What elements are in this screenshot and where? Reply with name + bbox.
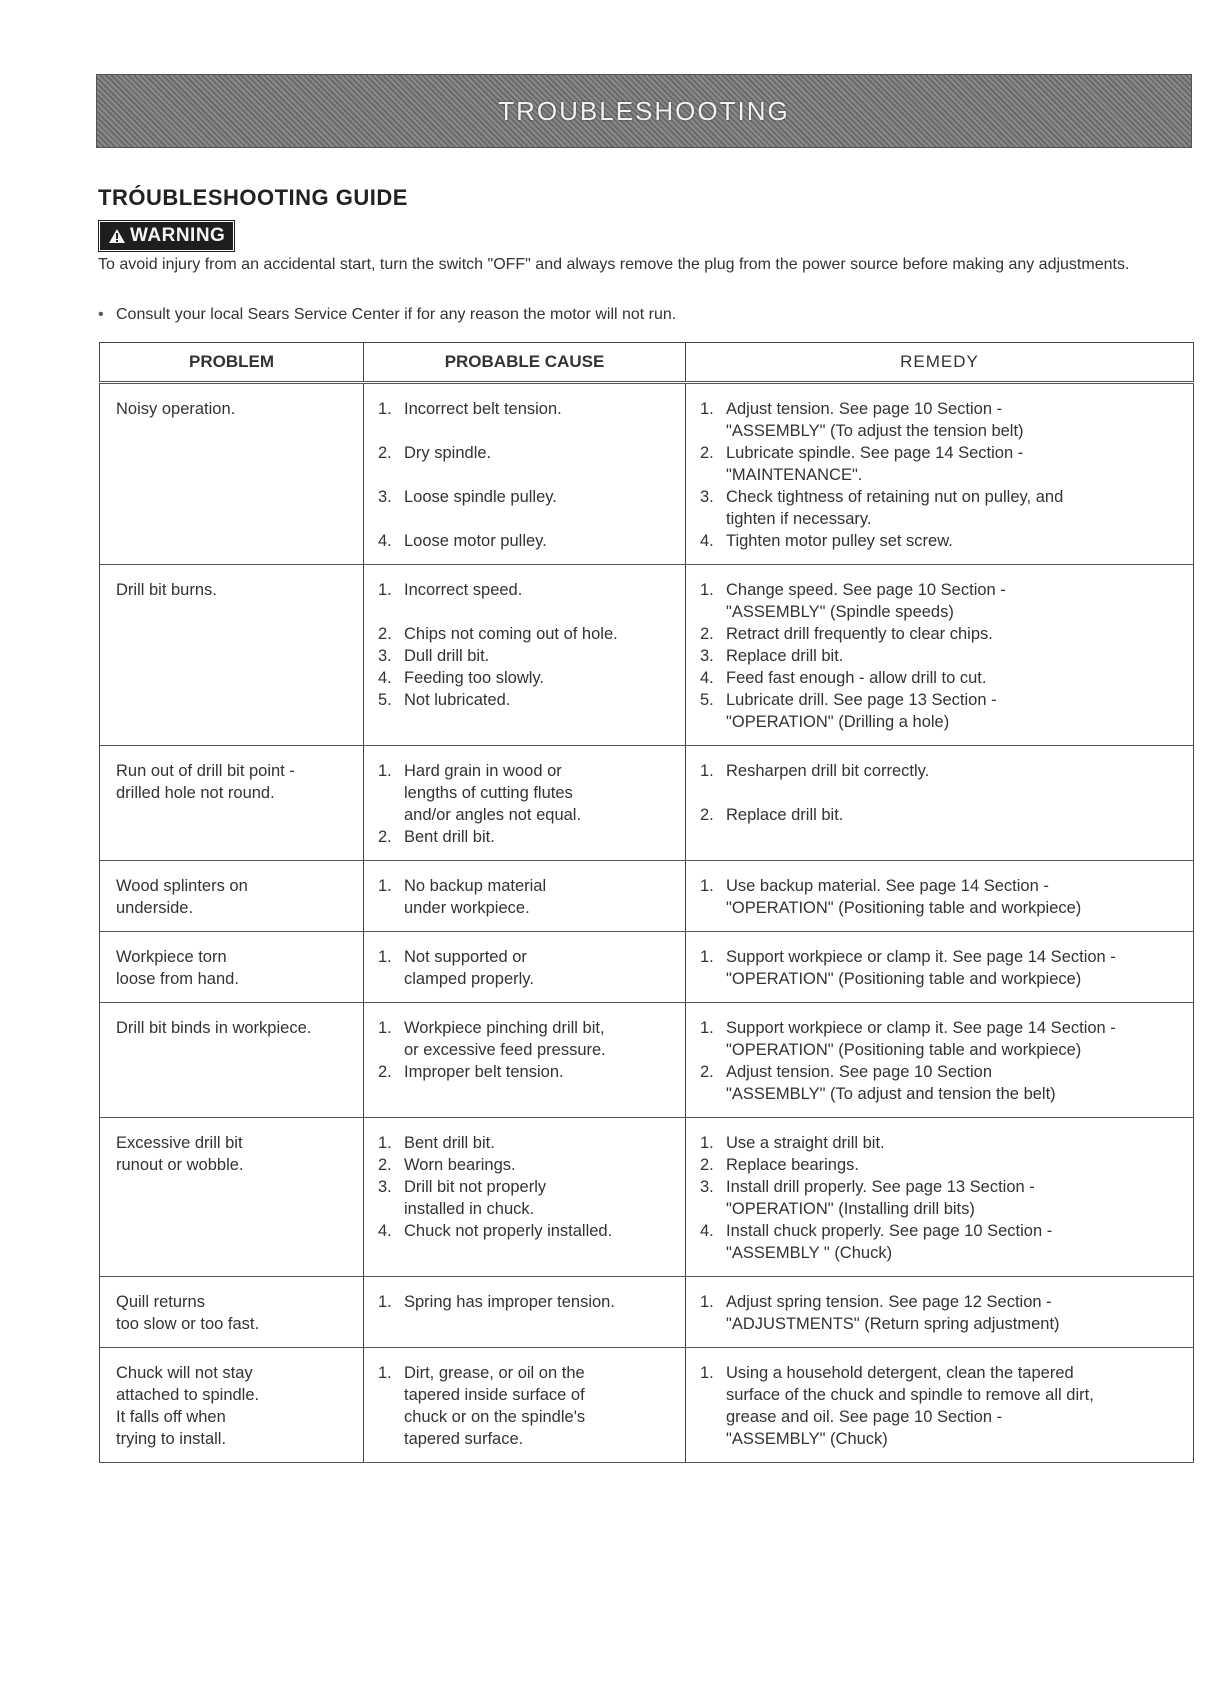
item-number: 4.: [700, 669, 714, 687]
problem-text: Drill bit burns.: [116, 581, 217, 599]
item-number: 1.: [700, 1134, 714, 1152]
remedy-cell: [686, 932, 1194, 1003]
item-text: Use a straight drill bit.: [726, 1134, 885, 1152]
item-text: Lubricate spindle. See page 14 Section - "MAINTENANCE".: [726, 444, 1024, 484]
item-number: 2.: [700, 1063, 714, 1081]
cause-cell: [364, 861, 686, 932]
problem-cell: [100, 1348, 364, 1463]
item-number: 1.: [700, 1364, 714, 1382]
item-number: 1.: [700, 400, 714, 418]
problem-cell: [100, 1003, 364, 1118]
problem-text: Noisy operation.: [116, 400, 236, 418]
item-text: Support workpiece or clamp it. See page 14 Section - "OPERATION" (Positioning table and workpiece): [726, 948, 1116, 988]
remedy-item: [700, 623, 1183, 645]
problem-cell: [100, 932, 364, 1003]
item-text: Not supported or clamped properly.: [404, 948, 534, 988]
item-number: 4.: [700, 1222, 714, 1240]
warning-triangle-icon: [108, 228, 126, 244]
item-number: 1.: [378, 1134, 392, 1152]
item-number: 2.: [700, 444, 714, 462]
item-text: No backup material under workpiece.: [404, 877, 547, 917]
item-text: Support workpiece or clamp it. See page 14 Section - "OPERATION" (Positioning table and workpiece): [726, 1019, 1116, 1059]
remedy-cell: [686, 861, 1194, 932]
cause-item: [378, 826, 675, 848]
remedy-item: [700, 875, 1183, 919]
item-number: 1.: [378, 1293, 392, 1311]
table-row: [100, 861, 1194, 932]
cause-item: [378, 1362, 675, 1450]
remedy-item: [700, 486, 1183, 530]
warning-label: WARNING: [130, 225, 226, 246]
table-row: [100, 932, 1194, 1003]
problem-cell: [100, 1118, 364, 1277]
guide-title: TRÓUBLESHOOTING GUIDE: [98, 185, 408, 210]
remedy-item: [700, 398, 1183, 442]
item-number: 4.: [378, 532, 392, 550]
cause-item: [378, 1291, 675, 1313]
item-text: Incorrect speed.: [404, 581, 523, 599]
problem-text: Run out of drill bit point - drilled hole not round.: [116, 762, 295, 802]
item-number: 1.: [700, 1293, 714, 1311]
table-row: [100, 1118, 1194, 1277]
cause-item: [378, 623, 675, 645]
remedy-item: [700, 760, 1183, 782]
remedy-cell: [686, 1277, 1194, 1348]
item-text: Spring has improper tension.: [404, 1293, 615, 1311]
cause-item: [378, 442, 675, 464]
item-number: 1.: [700, 1019, 714, 1037]
item-text: Loose motor pulley.: [404, 532, 547, 550]
warning-text: To avoid injury from an accidental start, turn the switch "OFF" and always remove the plug from the power source before making any adjustments.: [98, 256, 1130, 273]
troubleshooting-table: [99, 342, 1194, 1463]
item-number: 2.: [378, 1063, 392, 1081]
problem-text: Quill returns too slow or too fast.: [116, 1293, 260, 1333]
item-number: 4.: [378, 669, 392, 687]
section-title: TROUBLESHOOTING: [498, 95, 790, 126]
remedy-item: [700, 1132, 1183, 1154]
cause-cell: [364, 1277, 686, 1348]
problem-cell: [100, 1277, 364, 1348]
remedy-item: [700, 1220, 1183, 1264]
item-text: Install drill properly. See page 13 Section - "OPERATION" (Installing drill bits): [726, 1178, 1035, 1218]
cause-cell: [364, 746, 686, 861]
item-text: Use backup material. See page 14 Section - "OPERATION" (Positioning table and workpiece): [726, 877, 1082, 917]
item-text: Workpiece pinching drill bit, or excessive feed pressure.: [404, 1019, 606, 1059]
item-text: Install chuck properly. See page 10 Section - "ASSEMBLY " (Chuck): [726, 1222, 1053, 1262]
item-text: Replace bearings.: [726, 1156, 859, 1174]
item-number: 1.: [378, 762, 392, 780]
item-number: 1.: [378, 948, 392, 966]
item-number: 1.: [700, 877, 714, 895]
item-number: 1.: [378, 1019, 392, 1037]
item-number: 2.: [700, 806, 714, 824]
remedy-item: [700, 946, 1183, 990]
table-header-row: [100, 343, 1194, 383]
cause-item: [378, 1220, 675, 1242]
item-text: Dull drill bit.: [404, 647, 490, 665]
item-text: Dry spindle.: [404, 444, 492, 462]
item-number: 3.: [378, 488, 392, 506]
table-row: [100, 565, 1194, 746]
cause-cell: [364, 932, 686, 1003]
item-text: Feeding too slowly.: [404, 669, 545, 687]
item-text: Not lubricated.: [404, 691, 511, 709]
item-text: Chuck not properly installed.: [404, 1222, 613, 1240]
item-number: 3.: [378, 1178, 392, 1196]
item-text: Adjust spring tension. See page 12 Section - "ADJUSTMENTS" (Return spring adjustment): [726, 1293, 1060, 1333]
item-number: 5.: [378, 691, 392, 709]
remedy-item: [700, 579, 1183, 623]
item-text: Tighten motor pulley set screw.: [726, 532, 953, 550]
remedy-item: [700, 1017, 1183, 1061]
cause-cell: [364, 565, 686, 746]
problem-cell: [100, 746, 364, 861]
item-text: Adjust tension. See page 10 Section "ASSEMBLY" (To adjust and tension the belt): [726, 1063, 1056, 1103]
bullet-icon: •: [98, 306, 104, 323]
remedy-cell: [686, 1348, 1194, 1463]
item-number: 2.: [378, 1156, 392, 1174]
consult-note: [98, 304, 1158, 325]
problem-text: Excessive drill bit runout or wobble.: [116, 1134, 244, 1174]
item-text: Bent drill bit.: [404, 828, 495, 846]
item-number: 2.: [378, 444, 392, 462]
item-text: Drill bit not properly installed in chuck.: [404, 1178, 547, 1218]
item-text: Worn bearings.: [404, 1156, 516, 1174]
remedy-cell: [686, 1003, 1194, 1118]
item-text: Using a household detergent, clean the tapered surface of the chuck and spindle to remove all dirt, grease and oil. See page 10 Section - "ASSEMBLY" (Chuck): [726, 1364, 1094, 1448]
item-text: Adjust tension. See page 10 Section - "ASSEMBLY" (To adjust the tension belt): [726, 400, 1024, 440]
item-number: 1.: [700, 948, 714, 966]
cause-item: [378, 946, 675, 990]
cause-item: [378, 1154, 675, 1176]
consult-text: Consult your local Sears Service Center if for any reason the motor will not run.: [116, 306, 677, 323]
item-text: Hard grain in wood or lengths of cutting flutes and/or angles not equal.: [404, 762, 582, 824]
table-body: [100, 383, 1194, 1463]
header-problem: PROBLEM: [100, 343, 364, 383]
remedy-cell: [686, 1118, 1194, 1277]
item-text: Feed fast enough - allow drill to cut.: [726, 669, 987, 687]
item-number: 1.: [700, 762, 714, 780]
item-text: Incorrect belt tension.: [404, 400, 562, 418]
cause-item: [378, 1132, 675, 1154]
cause-cell: [364, 383, 686, 565]
remedy-cell: [686, 746, 1194, 861]
table-row: [100, 1003, 1194, 1118]
table-row: [100, 1348, 1194, 1463]
cause-cell: [364, 1118, 686, 1277]
cause-item: [378, 579, 675, 601]
item-number: 3.: [700, 488, 714, 506]
item-number: 5.: [700, 691, 714, 709]
problem-text: Workpiece torn loose from hand.: [116, 948, 239, 988]
cause-item: [378, 398, 675, 420]
cause-item: [378, 689, 675, 711]
remedy-item: [700, 804, 1183, 826]
cause-item: [378, 1017, 675, 1061]
item-text: Resharpen drill bit correctly.: [726, 762, 930, 780]
cause-item: [378, 667, 675, 689]
remedy-cell: [686, 565, 1194, 746]
cause-item: [378, 530, 675, 552]
cause-cell: [364, 1348, 686, 1463]
table-row: [100, 746, 1194, 861]
remedy-item: [700, 667, 1183, 689]
cause-item: [378, 1061, 675, 1083]
remedy-item: [700, 530, 1183, 552]
remedy-item: [700, 689, 1183, 733]
problem-cell: [100, 861, 364, 932]
cause-item: [378, 645, 675, 667]
cause-cell: [364, 1003, 686, 1118]
item-number: 1.: [378, 877, 392, 895]
remedy-cell: [686, 383, 1194, 565]
remedy-item: [700, 1362, 1183, 1450]
table-row: [100, 383, 1194, 565]
remedy-item: [700, 1176, 1183, 1220]
remedy-item: [700, 1061, 1183, 1105]
item-number: 2.: [700, 1156, 714, 1174]
item-text: Improper belt tension.: [404, 1063, 564, 1081]
section-banner: [96, 74, 1192, 148]
problem-text: Chuck will not stay attached to spindle. It falls off when trying to install.: [116, 1364, 260, 1448]
remedy-item: [700, 645, 1183, 667]
cause-item: [378, 875, 675, 919]
header-remedy: REMEDY: [686, 343, 1194, 383]
item-number: 1.: [378, 1364, 392, 1382]
item-text: Loose spindle pulley.: [404, 488, 557, 506]
item-text: Chips not coming out of hole.: [404, 625, 618, 643]
header-cause: PROBABLE CAUSE: [364, 343, 686, 383]
item-text: Dirt, grease, or oil on the tapered inside surface of chuck or on the spindle's tapered surface.: [404, 1364, 586, 1448]
cause-item: [378, 760, 675, 826]
problem-cell: [100, 383, 364, 565]
warning-badge: [100, 222, 233, 250]
item-text: Check tightness of retaining nut on pulley, and tighten if necessary.: [726, 488, 1064, 528]
cause-item: [378, 486, 675, 508]
problem-cell: [100, 565, 364, 746]
item-number: 4.: [700, 532, 714, 550]
item-number: 4.: [378, 1222, 392, 1240]
item-number: 3.: [378, 647, 392, 665]
item-number: 2.: [378, 625, 392, 643]
item-text: Replace drill bit.: [726, 647, 844, 665]
problem-text: Drill bit binds in workpiece.: [116, 1019, 312, 1037]
problem-text: Wood splinters on underside.: [116, 877, 248, 917]
item-text: Bent drill bit.: [404, 1134, 495, 1152]
remedy-item: [700, 1154, 1183, 1176]
item-number: 1.: [700, 581, 714, 599]
item-number: 2.: [378, 828, 392, 846]
cause-item: [378, 1176, 675, 1220]
remedy-item: [700, 442, 1183, 486]
item-number: 2.: [700, 625, 714, 643]
item-text: Replace drill bit.: [726, 806, 844, 824]
item-number: 1.: [378, 400, 392, 418]
item-text: Retract drill frequently to clear chips.: [726, 625, 993, 643]
item-number: 3.: [700, 647, 714, 665]
remedy-item: [700, 1291, 1183, 1335]
item-number: 3.: [700, 1178, 714, 1196]
item-text: Lubricate drill. See page 13 Section - "OPERATION" (Drilling a hole): [726, 691, 997, 731]
table-row: [100, 1277, 1194, 1348]
item-number: 1.: [378, 581, 392, 599]
item-text: Change speed. See page 10 Section - "ASSEMBLY" (Spindle speeds): [726, 581, 1006, 621]
